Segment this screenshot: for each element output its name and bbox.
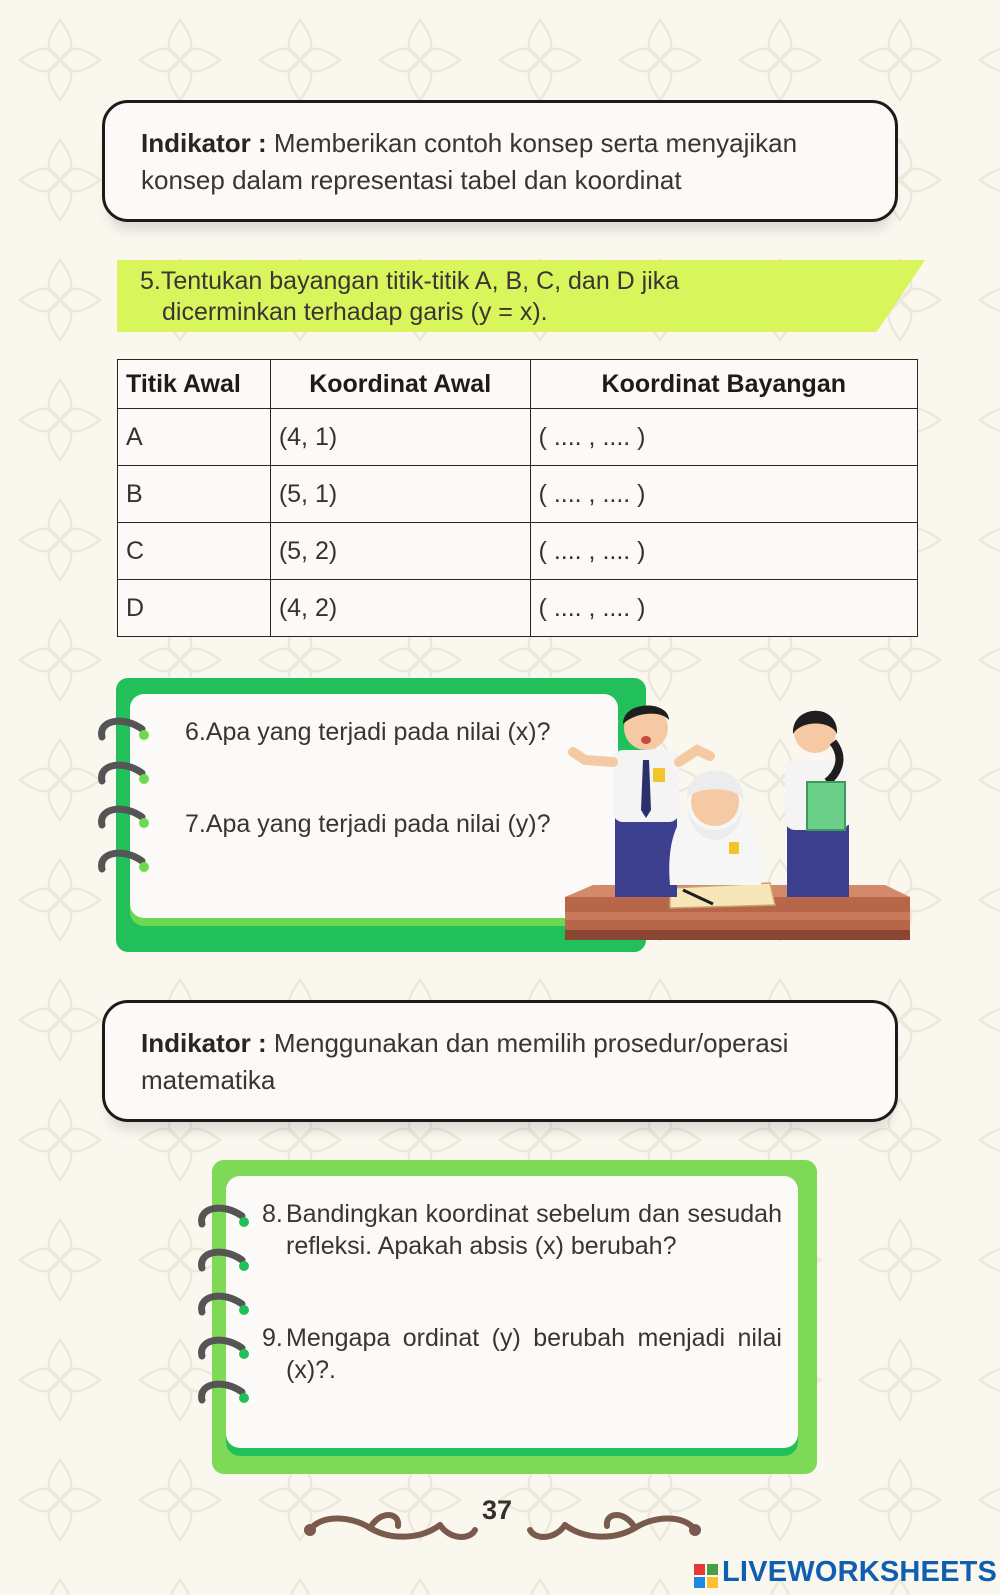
table-header-row [118,360,918,409]
coord-cell: (5, 2) [270,523,530,580]
question-8-text: Bandingkan koordinat sebelum dan sesudah refleksi. Apakah absis (x) berubah? [286,1200,782,1260]
answer-cell[interactable]: ( .... , .... ) [530,580,917,637]
question-9-number: 9. [262,1324,283,1352]
question-5 [140,266,679,328]
question-9 [262,1322,782,1386]
point-cell: D [118,580,271,637]
liveworksheets-logo-icon [694,1564,718,1588]
table-row [118,523,918,580]
coord-cell: (5, 1) [270,466,530,523]
question-line-2: dicerminkan terhadap garis (y = x). [162,298,548,326]
indicator-label: Indikator : [141,1028,267,1058]
header-koordinat-awal: Koordinat Awal [270,360,530,409]
question-line-1: Tentukan bayangan titik-titik A, B, C, dan D jika [160,267,680,295]
brand-name: LIVEWORKSHEETS [722,1556,998,1588]
page-number: 37 [482,1495,513,1525]
header-titik-awal: Titik Awal [118,360,271,409]
students-illustration [565,690,925,980]
header-koordinat-bayangan: Koordinat Bayangan [530,360,917,409]
table-row [118,580,918,637]
question-9-text: Mengapa ordinat (y) berubah menjadi nilai (x)?. [286,1324,782,1384]
spiral-rings-icon [92,715,162,895]
spiral-rings-icon [192,1202,262,1422]
question-8 [262,1198,782,1262]
question-8-number: 8. [262,1200,283,1228]
question-6: 6.Apa yang terjadi pada nilai (x)? [185,718,551,746]
question-number: 5. [140,267,161,295]
answer-cell[interactable]: ( .... , .... ) [530,523,917,580]
indicator-text: Menggunakan dan memilih prosedur/operasi matematika [141,1028,789,1095]
answer-cell[interactable]: ( .... , .... ) [530,466,917,523]
coordinate-table [117,359,918,637]
indicator-text: Memberikan contoh konsep serta menyajikan konsep dalam representasi tabel dan koordinat [141,128,798,195]
table-row [118,466,918,523]
table-row [118,409,918,466]
question-7: 7.Apa yang terjadi pada nilai (y)? [185,810,551,838]
indicator-box-2 [102,1000,898,1122]
point-cell: B [118,466,271,523]
indicator-label: Indikator : [141,128,267,158]
indicator-box-1 [102,100,898,222]
point-cell: A [118,409,271,466]
answer-cell[interactable]: ( .... , .... ) [530,409,917,466]
coord-cell: (4, 2) [270,580,530,637]
coord-cell: (4, 1) [270,409,530,466]
point-cell: C [118,523,271,580]
